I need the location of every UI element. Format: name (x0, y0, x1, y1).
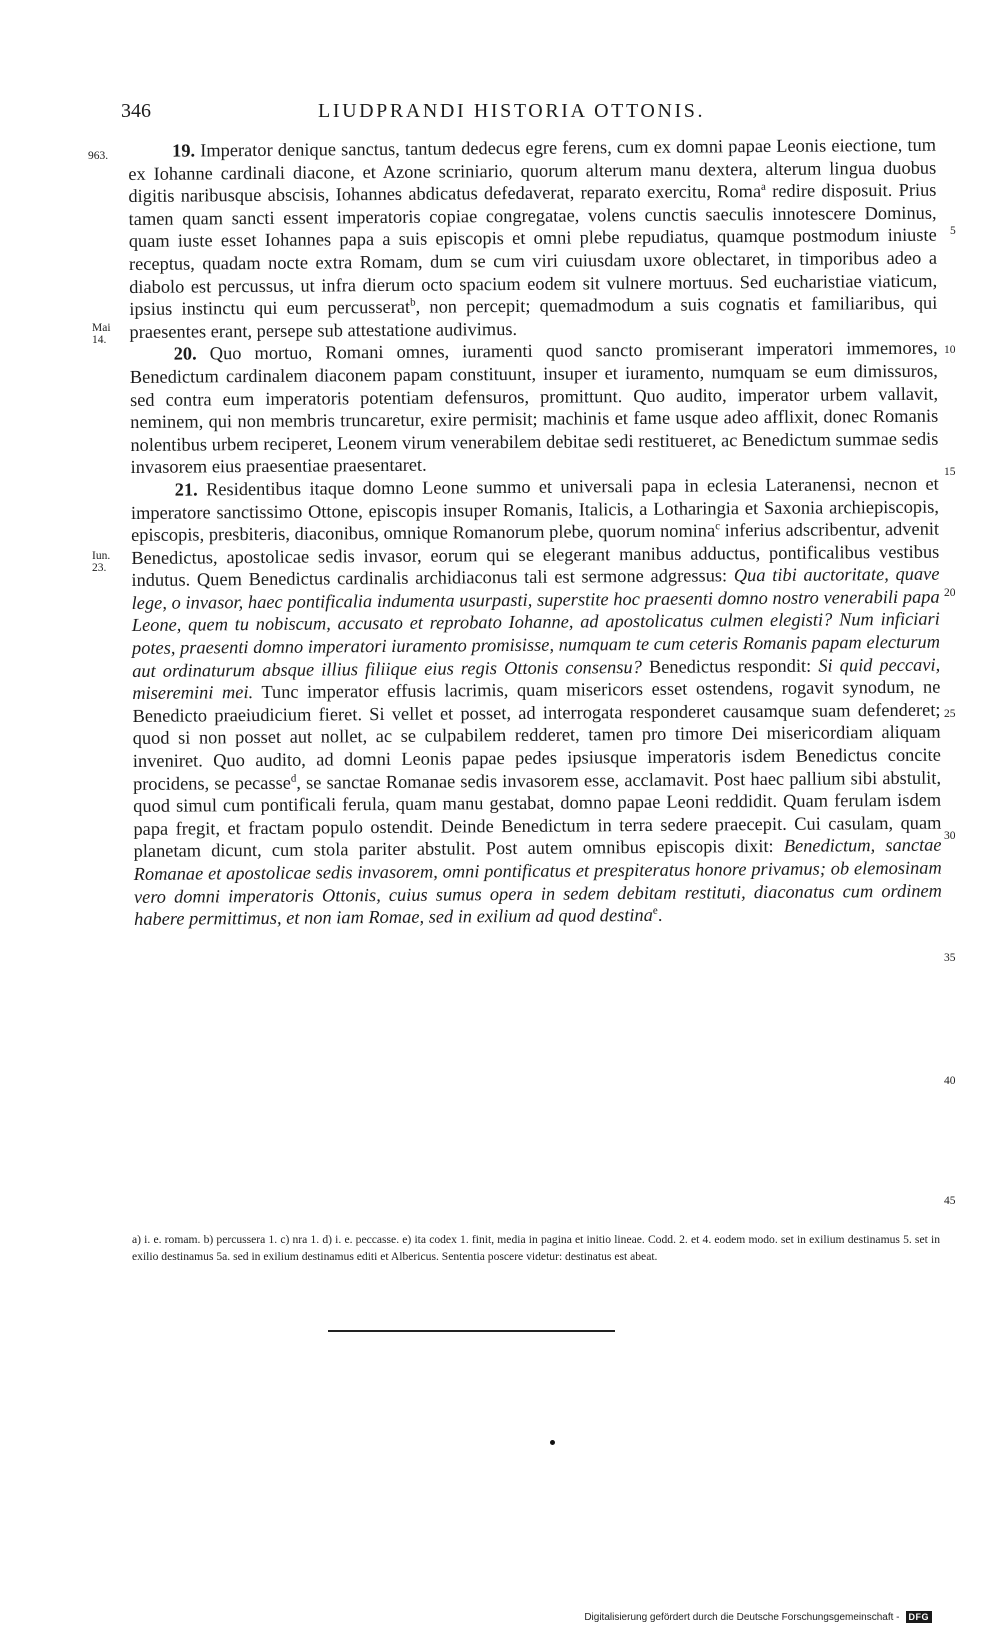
margin-date-june: Iun. 23. (92, 550, 111, 574)
paragraph-20 (130, 337, 939, 479)
paragraph-number: 20. (173, 343, 197, 364)
running-title: LIUDPRANDI HISTORIA OTTONIS. (318, 100, 706, 122)
footnote-marker: b (410, 296, 416, 309)
quoted-speech: Si quid peccavi, miseremini mei. (132, 654, 941, 704)
line-number: 30 (944, 830, 956, 842)
line-number: 25 (944, 708, 956, 720)
line-number: 35 (944, 952, 956, 964)
line-number: 45 (944, 1195, 956, 1207)
line-number: 40 (944, 1075, 956, 1087)
paragraph-number: 19. (172, 140, 196, 161)
main-text (128, 134, 942, 931)
quoted-speech: Qua tibi auctoritate, quave lege, o invasor, haec pontificalia indumenta usurpasti, superstite hoc praesenti domno nostro venerabili papa Leone, quem tu nobiscum, accusato et reprobato Iohanne, ad apostolicatus culmen elegisti? Num inficiari potes, praesenti domno imperatori iuramento promisisse, numquam te cum ceteris Romanis papam electurum aut ordinaturum absque illius filiique eius regis Ottonis consensu? (131, 563, 941, 681)
text-run: Imperator denique sanctus, tantum dedecus egre ferens, cum ex domni papae Leonis eiectione, tum ex Iohanne cardinali diacone, et Azone scriniario, quorum alterum manu dextera, alterum lingua duobus digitis naribusque abscisis, Iohannes abdicatus defedaverat, reparato exercitu, Roma (128, 134, 937, 207)
text-run: . (657, 905, 663, 926)
end-rule (328, 1330, 615, 1332)
footnote-marker: a (760, 181, 766, 194)
ink-dot (550, 1440, 555, 1445)
footnote-marker: c (715, 520, 721, 533)
quoted-speech: Benedictum, sanctae Romanae et apostolicae sedis invasorem, omni pontificatus et prespiteratus honore privamus; ob elemosinam vero domni imperatoris Ottonis, cuius sumus opera in sedem debitam restituti, diaconatus cum ordinem habere permittimus, et non iam Romae, sed in exilium ad quod destina (133, 835, 942, 930)
page-header (0, 100, 1000, 130)
credit-text: Digitalisierung gefördert durch die Deutsche Forschungsgemeinschaft - (584, 1611, 900, 1623)
paragraph-number: 21. (174, 479, 198, 500)
line-number: 5 (950, 225, 956, 237)
footnote-marker: d (290, 772, 297, 785)
footnote-marker: e (652, 904, 658, 917)
text-run: , se sanctae Romanae sedis invasorem esse, acclamavit. Post haec pallium sibi abstulit, quod simul cum pontificali ferula, quam manu gestabat, domno papae Leoni reddidit. Quam ferulam isdem papa fregit, et fractam populo ostendit. Deinde Benedictum in terra sedere praecepit. Cui casulam, quam planetam dicunt, cum stola pariter abstulit. Post autem omnibus episcopis dixit: (133, 767, 942, 862)
text-run: redire disposuit. Prius tamen quam sancti essent imperatoris copiae congregatae, volens cunctis saeculis innotescere Dominus, quam iuste esset Iohannes papa a suis episcopis et omni plebe repudiatus, quamque postmodum iniuste receptus, quadam nocte extra Romam, dum se cum viri cuiusdam uxore oblectaret, in timporibus adeo a diabolo est percussus, ut infra dierum octo spacium eodem sit vulnere mortuus. Sed eucharistiae viaticum, ipsius instinctu qui eum percusserat (128, 179, 938, 320)
digitization-credit (584, 1611, 932, 1623)
text-run: Tunc imperator effusis lacrimis, quam misericors esset ostendens, rogavit synodum, ne Benedicto praeiudicium fieret. Si vellet et posset, ad interrogata responderet causamque suam defenderet; quod si non posset aut nollet, ac se culpabilem redderet, tamen pro timore Dei misericordiam aliquam inveniret. Quo audito, ad domni Leonis papae pedes ipsiusque imperatoris isdem Benedictus concite procidens, se pecasse (132, 676, 941, 794)
text-run: Residentibus itaque domno Leone summo et universali papa in eclesia Lateranensi, necnon et imperatore sanctissimo Ottone, episcopis insuper Romanis, Italicis, a Lotharingia et Saxonia archiepiscopis, episcopis, presbiteris, diaconibus, omnique Romanorum plebe, quorum nomina (130, 473, 939, 546)
line-number: 15 (944, 466, 956, 478)
margin-year: 963. (88, 150, 109, 162)
line-number: 20 (944, 587, 956, 599)
text-run: Quo mortuo, Romani omnes, iuramenti quod sancto promiserant imperatori immemores, Benedictum cardinalem diaconem papam constituunt, insuper et iuramento, numquam se eum dimissuros, sed contra eum imperatoris potentiam defensuros, promittunt. Quo audito, imperator urbem vallavit, neminem, qui non membris truncaretur, exire permisit; machinis et fame usque adeo afflixit, donec Romanis nolentibus urbem reciperet, Leonem virum venerabilem debitae sedi restitueret, ac Benedictum summae sedis invasorem eius praesentiae praesentaret. (129, 337, 939, 478)
text-run: inferius adscribentur, advenit Benedictus, apostolicae sedis invasor, eorum qui se elegerant manibus adductus, pontificalibus vestibus indutus. Quem Benedictus cardinalis archidiaconus tali est sermone adgressus: (131, 518, 940, 591)
paragraph-19 (128, 134, 938, 344)
dfg-logo: DFG (906, 1611, 933, 1623)
footnotes (132, 1231, 940, 1265)
footnote-text: a) i. e. romam. b) percussera 1. c) nra 1. d) i. e. peccasse. e) ita codex 1. finit, media in pagina et initio lineae. Codd. 2. et 4. eodem modo. set in exilium destinamus 5. set in exilio destinamus 5a. sed in exilium destinamus editi et Albericus. Sententia poscere videtur: destinatus est abeat. (132, 1233, 940, 1263)
page-number: 346 (121, 100, 151, 122)
text-run: , non percepit; quemadmodum a suis cognatis et familiaribus, qui praesentes erant, persepe sub attestatione audivimus. (129, 292, 938, 342)
text-run: Benedictus respondit: (641, 655, 819, 677)
paragraph-21 (131, 473, 943, 931)
margin-date-may: Mai 14. (92, 322, 111, 346)
line-number: 10 (944, 344, 956, 356)
